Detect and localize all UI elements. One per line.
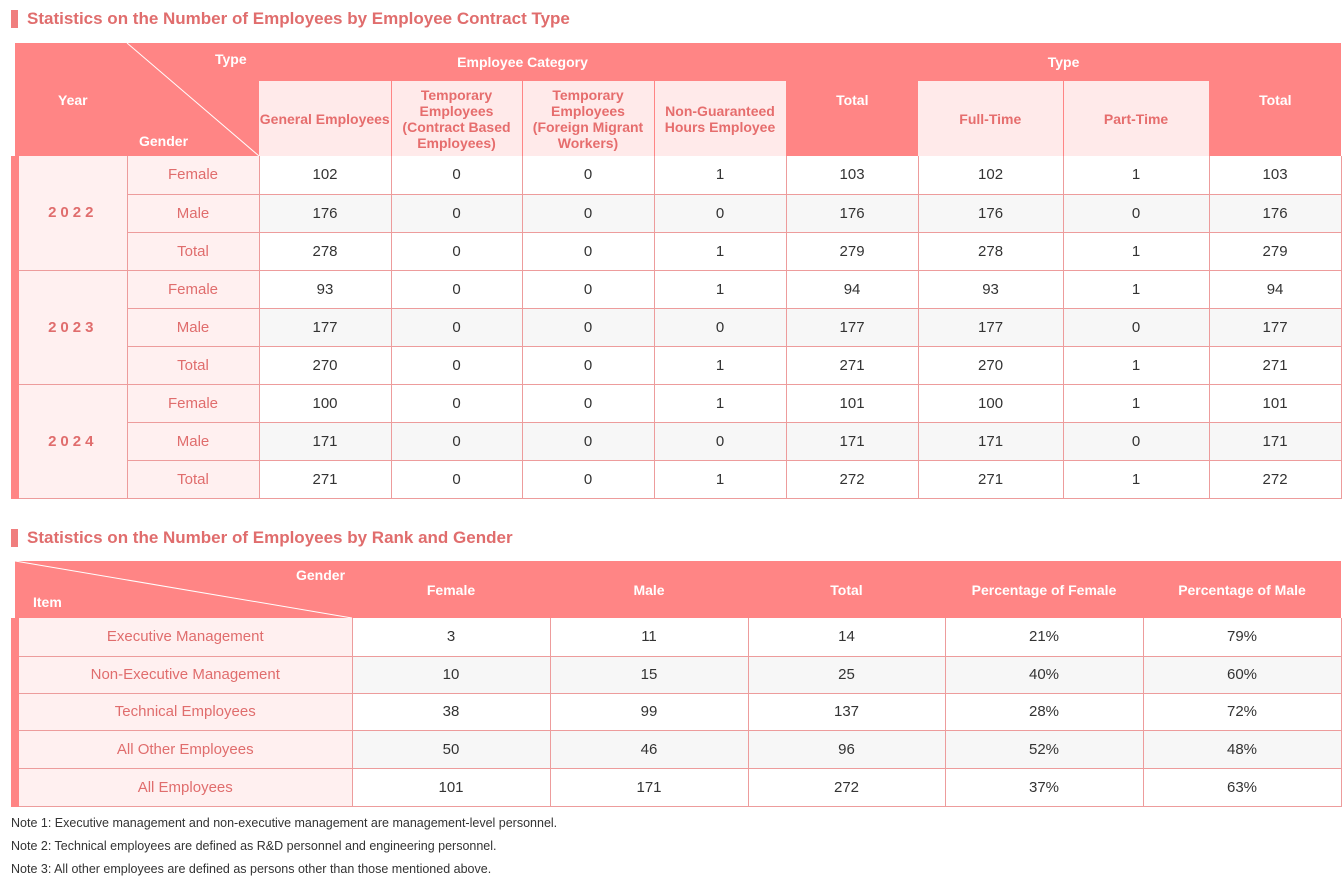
temp-foreign-value: 0 (522, 232, 654, 270)
table-row (15, 768, 1341, 806)
male-value: 15 (550, 656, 748, 693)
table-row (15, 693, 1341, 730)
temp-contract-value: 0 (391, 194, 522, 232)
pct-male-value: 48% (1143, 730, 1341, 768)
full-time-value: 171 (918, 422, 1063, 460)
temp-foreign-header: Temporary Employees (Foreign Migrant Workers) (522, 81, 654, 156)
category-total-value: 171 (786, 422, 918, 460)
temp-contract-value: 0 (391, 384, 522, 422)
part-time-value: 0 (1063, 308, 1209, 346)
general-employees-header: General Employees (259, 81, 391, 156)
table-row (15, 308, 1341, 346)
corner-year-label: Year (58, 92, 88, 108)
item-cell: Non-Executive Management (15, 656, 352, 693)
table-row (15, 422, 1341, 460)
table-row (15, 384, 1341, 422)
table-row (15, 460, 1341, 498)
temp-contract-value: 0 (391, 460, 522, 498)
type-group-header: Type (918, 43, 1209, 81)
employee-category-header: Employee Category (259, 43, 786, 81)
corner-header-cell (15, 43, 259, 156)
pct-female-header: Percentage of Female (945, 561, 1143, 618)
general-value: 177 (259, 308, 391, 346)
table-row (15, 232, 1341, 270)
total-value: 137 (748, 693, 945, 730)
female-value: 50 (352, 730, 550, 768)
temp-foreign-value: 0 (522, 346, 654, 384)
part-time-value: 1 (1063, 232, 1209, 270)
category-total-value: 272 (786, 460, 918, 498)
type-total-value: 171 (1209, 422, 1341, 460)
gender-cell: Female (127, 384, 259, 422)
male-value: 99 (550, 693, 748, 730)
female-header: Female (352, 561, 550, 618)
female-value: 101 (352, 768, 550, 806)
gender-cell: Total (127, 460, 259, 498)
male-value: 171 (550, 768, 748, 806)
rank-section-title (11, 528, 513, 548)
section-marker (11, 10, 18, 28)
temp-contract-value: 0 (391, 422, 522, 460)
item-cell: All Employees (15, 768, 352, 806)
gender-cell: Male (127, 194, 259, 232)
part-time-value: 0 (1063, 422, 1209, 460)
category-total-value: 94 (786, 270, 918, 308)
table-row (15, 270, 1341, 308)
type-total-value: 94 (1209, 270, 1341, 308)
general-value: 270 (259, 346, 391, 384)
contract-type-table (11, 43, 1342, 499)
full-time-value: 271 (918, 460, 1063, 498)
item-cell: Technical Employees (15, 693, 352, 730)
table-row (15, 194, 1341, 232)
female-value: 3 (352, 618, 550, 656)
pct-male-value: 72% (1143, 693, 1341, 730)
temp-foreign-value: 0 (522, 422, 654, 460)
category-total-value: 103 (786, 156, 918, 194)
non-guaranteed-value: 1 (654, 232, 786, 270)
corner-type-label: Type (215, 51, 247, 67)
total-header: Total (748, 561, 945, 618)
part-time-value: 1 (1063, 384, 1209, 422)
non-guaranteed-value: 0 (654, 308, 786, 346)
type-total-value: 176 (1209, 194, 1341, 232)
full-time-value: 100 (918, 384, 1063, 422)
female-value: 38 (352, 693, 550, 730)
category-total-header: Total (786, 43, 918, 156)
full-time-value: 93 (918, 270, 1063, 308)
general-value: 100 (259, 384, 391, 422)
part-time-value: 1 (1063, 460, 1209, 498)
total-value: 96 (748, 730, 945, 768)
full-time-value: 176 (918, 194, 1063, 232)
pct-female-value: 52% (945, 730, 1143, 768)
type-total-value: 177 (1209, 308, 1341, 346)
temp-contract-value: 0 (391, 346, 522, 384)
category-total-value: 279 (786, 232, 918, 270)
note-1: Note 1: Executive management and non-executive management are management-level personnel. (11, 816, 558, 830)
non-guaranteed-header: Non-Guaranteed Hours Employee (654, 81, 786, 156)
general-value: 271 (259, 460, 391, 498)
full-time-value: 102 (918, 156, 1063, 194)
general-value: 176 (259, 194, 391, 232)
gender-cell: Female (127, 270, 259, 308)
corner-gender-label: Gender (296, 567, 346, 583)
type-total-value: 279 (1209, 232, 1341, 270)
temp-foreign-value: 0 (522, 460, 654, 498)
type-total-value: 272 (1209, 460, 1341, 498)
contract-section-title (11, 9, 570, 29)
part-time-value: 1 (1063, 346, 1209, 384)
year-cell: 2023 (15, 270, 127, 384)
pct-female-value: 28% (945, 693, 1143, 730)
full-time-value: 270 (918, 346, 1063, 384)
pct-female-value: 40% (945, 656, 1143, 693)
temp-foreign-value: 0 (522, 308, 654, 346)
category-total-value: 101 (786, 384, 918, 422)
male-value: 11 (550, 618, 748, 656)
table-row (15, 730, 1341, 768)
rank-section-title-text: Statistics on the Number of Employees by Rank and Gender (27, 528, 513, 547)
full-time-value: 177 (918, 308, 1063, 346)
corner-item-label: Item (33, 594, 62, 610)
pct-male-header: Percentage of Male (1143, 561, 1341, 618)
general-value: 171 (259, 422, 391, 460)
temp-contract-value: 0 (391, 232, 522, 270)
notes (11, 815, 557, 884)
general-value: 102 (259, 156, 391, 194)
temp-contract-value: 0 (391, 270, 522, 308)
gender-cell: Total (127, 346, 259, 384)
category-total-value: 271 (786, 346, 918, 384)
category-total-value: 176 (786, 194, 918, 232)
temp-contract-value: 0 (391, 308, 522, 346)
temp-foreign-value: 0 (522, 156, 654, 194)
year-cell: 2024 (15, 384, 127, 498)
rank-corner-header (15, 561, 352, 618)
temp-contract-header: Temporary Employees (Contract Based Employees) (391, 81, 522, 156)
non-guaranteed-value: 0 (654, 194, 786, 232)
gender-cell: Female (127, 156, 259, 194)
item-cell: All Other Employees (15, 730, 352, 768)
pct-male-value: 63% (1143, 768, 1341, 806)
section-marker (11, 529, 18, 547)
full-time-value: 278 (918, 232, 1063, 270)
non-guaranteed-value: 1 (654, 346, 786, 384)
general-value: 93 (259, 270, 391, 308)
temp-contract-value: 0 (391, 156, 522, 194)
non-guaranteed-value: 1 (654, 270, 786, 308)
note-3: Note 3: All other employees are defined as persons other than those mentioned above. (11, 862, 492, 876)
type-total-header: Total (1209, 43, 1341, 156)
type-total-value: 103 (1209, 156, 1341, 194)
part-time-value: 0 (1063, 194, 1209, 232)
table-row (15, 156, 1341, 194)
part-time-value: 1 (1063, 156, 1209, 194)
category-total-value: 177 (786, 308, 918, 346)
temp-foreign-value: 0 (522, 384, 654, 422)
male-header: Male (550, 561, 748, 618)
non-guaranteed-value: 1 (654, 460, 786, 498)
female-value: 10 (352, 656, 550, 693)
contract-section-title-text: Statistics on the Number of Employees by Employee Contract Type (27, 9, 570, 28)
corner-gender-label: Gender (139, 133, 189, 149)
total-value: 272 (748, 768, 945, 806)
non-guaranteed-value: 1 (654, 156, 786, 194)
table-row (15, 618, 1341, 656)
non-guaranteed-value: 0 (654, 422, 786, 460)
gender-cell: Male (127, 308, 259, 346)
pct-male-value: 60% (1143, 656, 1341, 693)
temp-foreign-value: 0 (522, 194, 654, 232)
item-cell: Executive Management (15, 618, 352, 656)
non-guaranteed-value: 1 (654, 384, 786, 422)
type-total-value: 271 (1209, 346, 1341, 384)
part-time-value: 1 (1063, 270, 1209, 308)
type-total-value: 101 (1209, 384, 1341, 422)
gender-cell: Total (127, 232, 259, 270)
temp-foreign-value: 0 (522, 270, 654, 308)
pct-female-value: 37% (945, 768, 1143, 806)
total-value: 14 (748, 618, 945, 656)
total-value: 25 (748, 656, 945, 693)
year-cell: 2022 (15, 156, 127, 270)
table-row (15, 656, 1341, 693)
part-time-header: Part-Time (1063, 81, 1209, 156)
table-row (15, 346, 1341, 384)
pct-male-value: 79% (1143, 618, 1341, 656)
rank-gender-table (11, 561, 1342, 807)
pct-female-value: 21% (945, 618, 1143, 656)
gender-cell: Male (127, 422, 259, 460)
male-value: 46 (550, 730, 748, 768)
full-time-header: Full-Time (918, 81, 1063, 156)
general-value: 278 (259, 232, 391, 270)
note-2: Note 2: Technical employees are defined as R&D personnel and engineering personnel. (11, 839, 497, 853)
